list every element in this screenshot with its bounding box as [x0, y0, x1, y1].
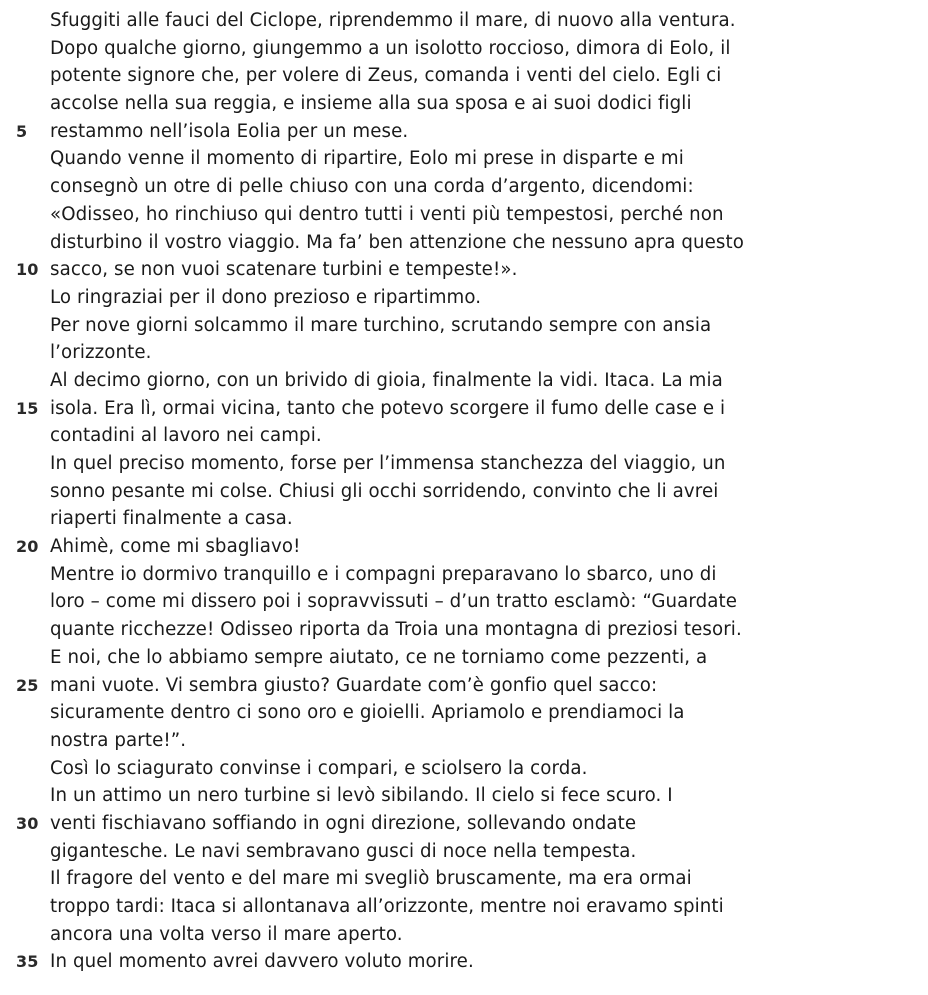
text-line [0, 533, 928, 561]
line-text: accolse nella sua reggia, e insieme alla sua sposa e ai suoi dodici figli [50, 93, 692, 115]
text-line [0, 395, 928, 423]
text-line [0, 948, 928, 976]
line-text: nostra parte!”. [50, 729, 187, 751]
line-text: Ahimè, come mi sbagliavo! [50, 536, 301, 558]
text-line [0, 838, 928, 866]
line-text: potente signore che, per volere di Zeus, comanda i venti del cielo. Egli ci [50, 65, 722, 87]
line-number: 5 [16, 121, 28, 141]
line-text: In un attimo un nero turbine si levò sibilando. Il cielo si fece scuro. I [50, 785, 673, 807]
line-text: sonno pesante mi colse. Chiusi gli occhi sorridendo, convinto che li avrei [50, 480, 719, 502]
line-number: 20 [16, 537, 39, 557]
line-text: Sfuggiti alle fauci del Ciclope, riprendemmo il mare, di nuovo alla ventura. [50, 10, 736, 31]
line-text: Al decimo giorno, con un brivido di gioia, finalmente la vidi. Itaca. La mia [50, 369, 723, 391]
text-line [0, 727, 928, 755]
text-line [0, 256, 928, 284]
line-text: l’orizzonte. [50, 342, 152, 364]
line-number: 35 [16, 952, 39, 972]
text-line [0, 644, 928, 672]
line-text: troppo tardi: Itaca si allontanava all’orizzonte, mentre noi eravamo spinti [50, 896, 724, 917]
line-text: gigantesche. Le navi sembravano gusci di noce nella tempesta. [50, 840, 637, 862]
text-line [0, 865, 928, 893]
text-line [0, 782, 928, 810]
line-text: «Odisseo, ho rinchiuso qui dentro tutti i venti più tempestosi, perché non [50, 203, 724, 225]
line-text: mani vuote. Vi sembra giusto? Guardate com’è gonfio quel sacco: [50, 674, 658, 696]
line-text: quante ricchezze! Odisseo riporta da Troia una montagna di preziosi tesori. [50, 619, 742, 641]
text-line [0, 893, 928, 921]
line-text: E noi, che lo abbiamo sempre aiutato, ce ne torniamo come pezzenti, a [50, 646, 708, 668]
line-text: Il fragore del vento e del mare mi svegliò bruscamente, ma era ormai [50, 868, 692, 890]
line-text: Per nove giorni solcammo il mare turchino, scrutando sempre con ansia [50, 314, 712, 336]
text-line [0, 201, 928, 229]
text-line [0, 173, 928, 201]
line-text: sacco, se non vuoi scatenare turbini e tempeste!». [50, 259, 518, 281]
line-text: Dopo qualche giorno, giungemmo a un isolotto roccioso, dimora di Eolo, il [50, 37, 731, 59]
text-line [0, 422, 928, 450]
text-line [0, 810, 928, 838]
line-number: 30 [16, 813, 39, 833]
text-line [0, 450, 928, 478]
text-line [0, 755, 928, 783]
line-text: isola. Era lì, ormai vicina, tanto che potevo scorgere il fumo delle case e i [50, 397, 726, 419]
line-text: Così lo sciagurato convinse i compari, e sciolsero la corda. [50, 757, 588, 779]
text-line [0, 90, 928, 118]
text-line [0, 312, 928, 340]
text-line [0, 699, 928, 727]
text-line [0, 35, 928, 63]
text-line [0, 505, 928, 533]
text-line [0, 339, 928, 367]
text-line [0, 145, 928, 173]
line-text: Mentre io dormivo tranquillo e i compagni preparavano lo sbarco, uno di [50, 563, 717, 585]
line-text: In quel momento avrei davvero voluto morire. [50, 951, 474, 973]
text-line [0, 229, 928, 257]
text-line [0, 561, 928, 589]
text-line [0, 616, 928, 644]
line-text: In quel preciso momento, forse per l’immensa stanchezza del viaggio, un [50, 453, 726, 474]
text-line [0, 7, 928, 35]
line-text: ancora una volta verso il mare aperto. [50, 923, 403, 945]
line-text: Quando venne il momento di ripartire, Eolo mi prese in disparte e mi [50, 148, 684, 170]
line-text: riaperti finalmente a casa. [50, 508, 293, 530]
text-line [0, 62, 928, 90]
line-text: consegnò un otre di pelle chiuso con una corda d’argento, dicendomi: [50, 176, 694, 198]
text-line [0, 118, 928, 146]
line-number: 10 [16, 260, 39, 280]
line-text: venti fischiavano soffiando in ogni direzione, sollevando ondate [50, 812, 637, 834]
text-line [0, 284, 928, 312]
line-number: 15 [16, 398, 39, 418]
text-line [0, 478, 928, 506]
line-text: restammo nell’isola Eolia per un mese. [50, 120, 409, 142]
text-page [0, 7, 928, 976]
line-text: loro – come mi dissero poi i sopravvissuti – d’un tratto esclamò: “Guardate [50, 591, 738, 613]
line-number: 25 [16, 675, 39, 695]
line-text: Lo ringraziai per il dono prezioso e ripartimmo. [50, 286, 482, 308]
line-text: sicuramente dentro ci sono oro e gioielli. Apriamolo e prendiamoci la [50, 702, 685, 724]
line-text: disturbino il vostro viaggio. Ma fa’ ben attenzione che nessuno apra questo [50, 231, 744, 253]
text-line [0, 588, 928, 616]
text-line [0, 367, 928, 395]
text-line [0, 672, 928, 700]
line-text: contadini al lavoro nei campi. [50, 425, 322, 447]
text-line [0, 921, 928, 949]
